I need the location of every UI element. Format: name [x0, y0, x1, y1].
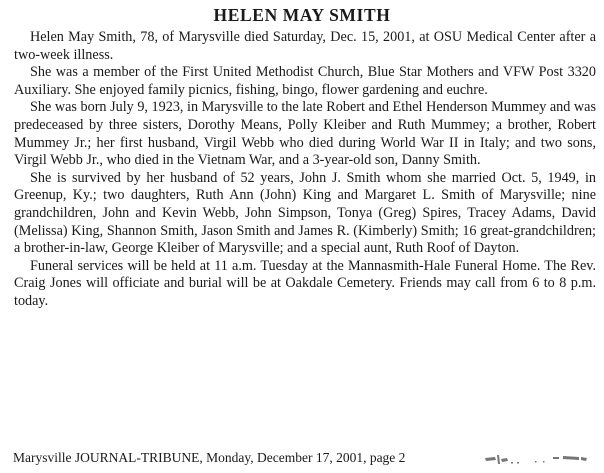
faded-ink-mark — [483, 452, 595, 468]
obituary-body — [14, 29, 596, 311]
obituary-paragraph-memberships: She was a member of the First United Methodist Church, Blue Star Mothers and VFW Post 3320 Auxiliary. She enjoyed family picnics, fishing, bingo, flower gardening and euchre. — [14, 64, 596, 98]
obituary-paragraph-family-history: She was born July 9, 1923, in Marysville to the late Robert and Ethel Henderson Mummey and was predeceased by three sisters, Dorothy Means, Polly Kleiber and Ruth Mummey; a brother, Robert Mummey Jr.; her first husband, Virgil Webb who died during World War II in Italy; and two sons, Virgil Webb Jr., who died in the Vietnam War, and a 3-year-old son, Danny Smith. — [14, 99, 596, 169]
obituary-paragraph-services: Funeral services will be held at 11 a.m. Tuesday at the Mannasmith-Hale Funeral Home. The Rev. Craig Jones will officiate and burial will be at Oakdale Cemetery. Friends may call from 6 to 8 p.m. today. — [14, 257, 596, 309]
obituary-headline: HELEN MAY SMITH — [213, 5, 391, 25]
publication-source-line: Marysville JOURNAL-TRIBUNE, Monday, December 17, 2001, page 2 — [13, 450, 406, 465]
obituary-paragraph-death: Helen May Smith, 78, of Marysville died Saturday, Dec. 15, 2001, at OSU Medical Center after a two-week illness. — [14, 29, 596, 63]
obituary-paragraph-survivors: She is survived by her husband of 52 years, John J. Smith whom she married Oct. 5, 1949, in Greenup, Ky.; two daughters, Ruth Ann (John) King and Margaret L. Smith of Marysville; nine grandchildren, John and Kevin Webb, John Simpson, Tonya (Greg) Spires, Tracey Adams, David (Melissa) King, Shannon Smith, Jason Smith and James R. (Kimberly) Smith; 16 great-grandchildren; a brother-in-law, George Kleiber of Marysville; and a special aunt, Ruth Roof of Dayton. — [14, 169, 596, 257]
